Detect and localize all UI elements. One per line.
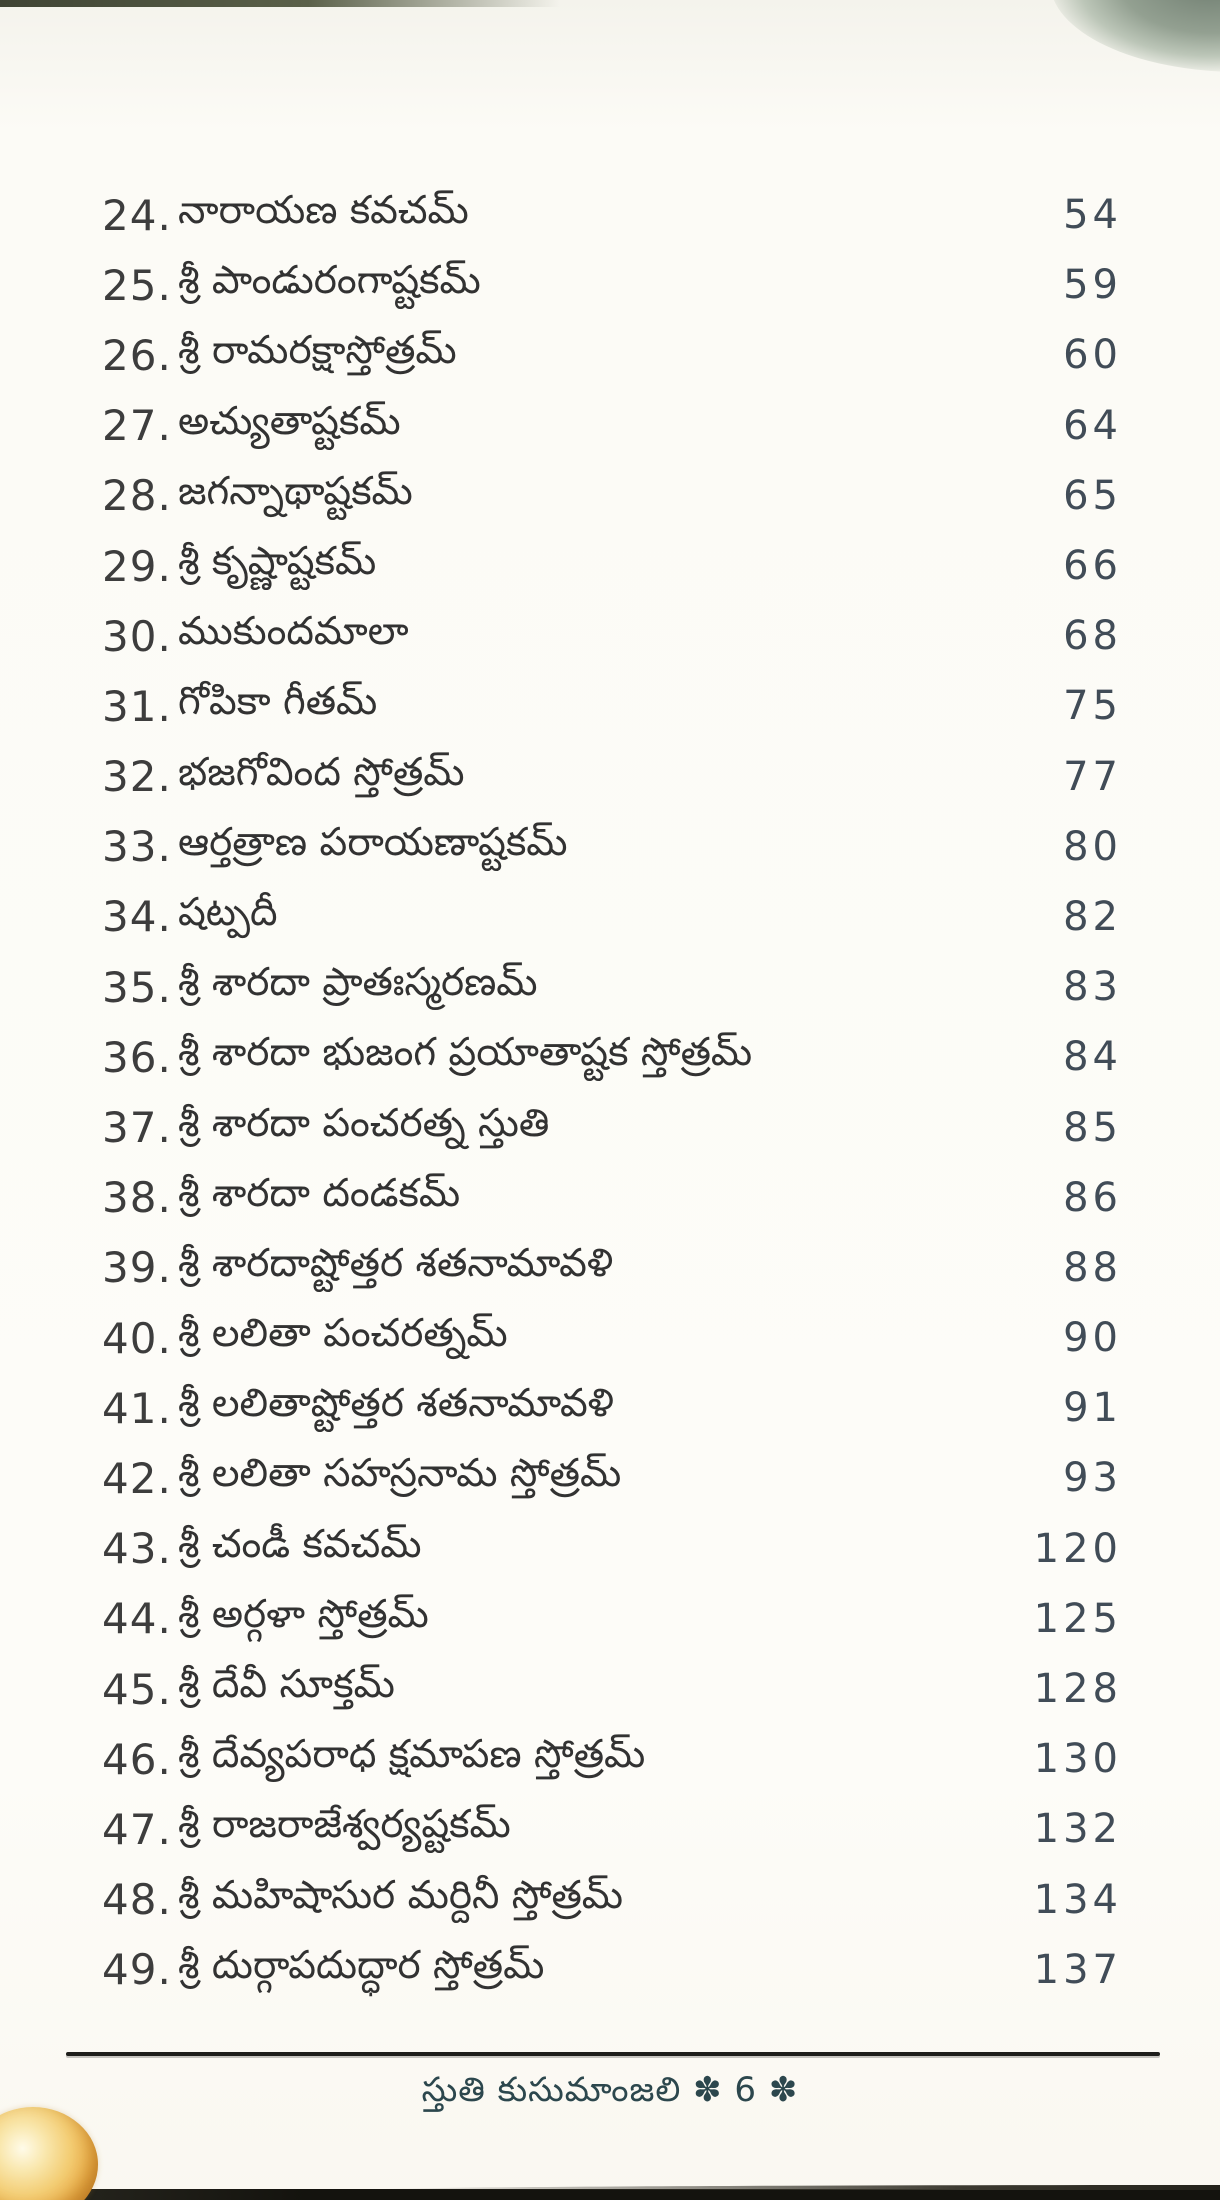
toc-entry-title: శ్రీ దేవీ సూక్తమ్ [178, 1662, 395, 1708]
toc-entry-page: 85 [1063, 1104, 1122, 1151]
toc-entry-number: 34. [102, 892, 172, 942]
toc-row [0, 1514, 1220, 1584]
toc-entry-number: 25. [102, 260, 172, 310]
toc-row [0, 1724, 1220, 1794]
toc-entry-page: 130 [1033, 1736, 1122, 1783]
toc-entry-page: 59 [1063, 262, 1122, 309]
toc-row [0, 1865, 1220, 1935]
toc-entry-title: శ్రీ మహిషాసుర మర్దినీ స్తోత్రమ్ [178, 1872, 624, 1918]
toc-entry-title: శ్రీ లలితా పంచరత్నమ్ [178, 1311, 508, 1357]
toc-entry-number: 39. [102, 1243, 172, 1293]
toc-entry-title: శ్రీ శారదాష్టోత్తర శతనామావళి [178, 1240, 614, 1286]
toc-row [0, 1373, 1220, 1443]
toc-entry-page: 84 [1063, 1034, 1122, 1081]
toc-entry-title: శ్రీ లలితాష్టోత్తర శతనామావళి [178, 1381, 615, 1427]
toc-entry-title: శ్రీ శారదా పంచరత్న స్తుతి [178, 1100, 550, 1146]
toc-entry-number: 43. [102, 1524, 172, 1574]
toc-row [0, 1022, 1220, 1092]
toc-entry-number: 45. [102, 1664, 172, 1714]
toc-row [0, 1163, 1220, 1233]
toc-entry-number: 36. [102, 1032, 172, 1082]
toc-row [0, 1654, 1220, 1724]
toc-entry-page: 77 [1063, 753, 1122, 800]
toc-row [0, 461, 1220, 531]
toc-row [0, 1233, 1220, 1303]
toc-row [0, 250, 1220, 320]
toc-entry-page: 88 [1063, 1244, 1122, 1291]
toc-entry-title: శ్రీ అర్గళా స్తోత్రమ్ [178, 1591, 429, 1637]
toc-entry-number: 42. [102, 1453, 172, 1503]
toc-entry-number: 46. [102, 1734, 172, 1784]
toc-entry-page: 66 [1063, 543, 1122, 590]
toc-entry-page: 82 [1063, 893, 1122, 940]
toc-entry-title: శ్రీ లలితా సహస్రనామ స్తోత్రమ్ [178, 1451, 622, 1497]
toc-entry-title: శ్రీ చండీ కవచమ్ [178, 1521, 422, 1567]
toc-entry-page: 75 [1063, 683, 1122, 730]
toc-entry-page: 80 [1063, 823, 1122, 870]
toc-entry-page: 125 [1033, 1595, 1122, 1642]
toc-row [0, 882, 1220, 952]
toc-entry-title: శ్రీ కృష్ణాష్టకమ్ [178, 539, 377, 585]
toc-row [0, 671, 1220, 741]
toc-entry-title: ఆర్తత్రాణ పరాయణాష్టకమ్ [178, 819, 568, 865]
toc-entry-page: 54 [1063, 192, 1122, 239]
page-footer: స్తుతి కుసుమాంజలి ✽ 6 ✽ [421, 2070, 799, 2110]
toc-entry-number: 33. [102, 822, 172, 872]
toc-row [0, 320, 1220, 390]
toc-entry-page: 83 [1063, 964, 1122, 1011]
gold-ornament [0, 2107, 98, 2200]
toc-entry-number: 31. [102, 681, 172, 731]
toc-list [0, 180, 1220, 2005]
toc-entry-number: 41. [102, 1383, 172, 1433]
toc-entry-page: 120 [1033, 1525, 1122, 1572]
toc-entry-number: 28. [102, 471, 172, 521]
toc-row [0, 952, 1220, 1022]
toc-entry-number: 49. [102, 1945, 172, 1995]
toc-row [0, 1584, 1220, 1654]
toc-entry-number: 44. [102, 1594, 172, 1644]
scan-bottom-edge [0, 2189, 1220, 2200]
toc-entry-title: అచ్యుతాష్టకమ్ [178, 398, 401, 444]
toc-entry-page: 128 [1033, 1666, 1122, 1713]
toc-entry-title: నారాయణ కవచమ్ [178, 188, 469, 234]
toc-entry-number: 32. [102, 752, 172, 802]
toc-entry-number: 40. [102, 1313, 172, 1363]
toc-entry-title: షట్పదీ [178, 889, 278, 935]
toc-entry-title: శ్రీ పాండురంగాష్టకమ్ [178, 258, 481, 304]
toc-entry-number: 26. [102, 330, 172, 380]
toc-entry-number: 48. [102, 1875, 172, 1925]
toc-row [0, 1794, 1220, 1864]
toc-entry-number: 24. [102, 190, 172, 240]
toc-entry-title: శ్రీ శారదా దండకమ్ [178, 1170, 461, 1216]
toc-entry-page: 60 [1063, 332, 1122, 379]
toc-row [0, 1443, 1220, 1513]
toc-row [0, 391, 1220, 461]
toc-row [0, 1303, 1220, 1373]
toc-entry-number: 27. [102, 401, 172, 451]
toc-entry-number: 38. [102, 1173, 172, 1223]
toc-entry-page: 90 [1063, 1315, 1122, 1362]
toc-entry-page: 93 [1063, 1455, 1122, 1502]
footer-divider [66, 2052, 1160, 2056]
toc-entry-page: 64 [1063, 402, 1122, 449]
toc-entry-title: శ్రీ దేవ్యపరాధ క్షమాపణ స్తోత్రమ్ [178, 1732, 646, 1778]
toc-entry-title: శ్రీ శారదా ప్రాతఃస్మరణమ్ [178, 960, 538, 1006]
toc-entry-page: 91 [1063, 1385, 1122, 1432]
toc-entry-number: 37. [102, 1103, 172, 1153]
scan-top-edge-shadow [0, 0, 560, 7]
toc-entry-title: ముకుందమాలా [178, 609, 409, 655]
toc-row [0, 531, 1220, 601]
toc-entry-title: శ్రీ రాజరాజేశ్వర్యష్టకమ్ [178, 1802, 511, 1848]
toc-entry-page: 65 [1063, 472, 1122, 519]
toc-entry-title: శ్రీ రామరక్షాస్తోత్రమ్ [178, 328, 457, 374]
toc-entry-page: 86 [1063, 1174, 1122, 1221]
toc-entry-page: 137 [1033, 1946, 1122, 1993]
toc-entry-number: 30. [102, 611, 172, 661]
toc-entry-title: గోపికా గీతమ్ [178, 679, 378, 725]
toc-entry-page: 134 [1033, 1876, 1122, 1923]
toc-row [0, 601, 1220, 671]
toc-entry-title: శ్రీ దుర్గాపదుద్ధార స్తోత్రమ్ [178, 1942, 545, 1988]
toc-row [0, 1092, 1220, 1162]
toc-row [0, 742, 1220, 812]
toc-row [0, 180, 1220, 250]
toc-entry-number: 47. [102, 1804, 172, 1854]
toc-entry-page: 68 [1063, 613, 1122, 660]
toc-entry-number: 35. [102, 962, 172, 1012]
toc-entry-title: శ్రీ శారదా భుజంగ ప్రయాతాష్టక స్తోత్రమ్ [178, 1030, 753, 1076]
toc-entry-page: 132 [1033, 1806, 1122, 1853]
toc-row [0, 1935, 1220, 2005]
toc-entry-title: భజగోవింద స్తోత్రమ్ [178, 749, 465, 795]
scan-corner-shadow [1050, 0, 1220, 72]
toc-row [0, 812, 1220, 882]
toc-entry-title: జగన్నాథాష్టకమ్ [178, 468, 413, 514]
toc-entry-number: 29. [102, 541, 172, 591]
